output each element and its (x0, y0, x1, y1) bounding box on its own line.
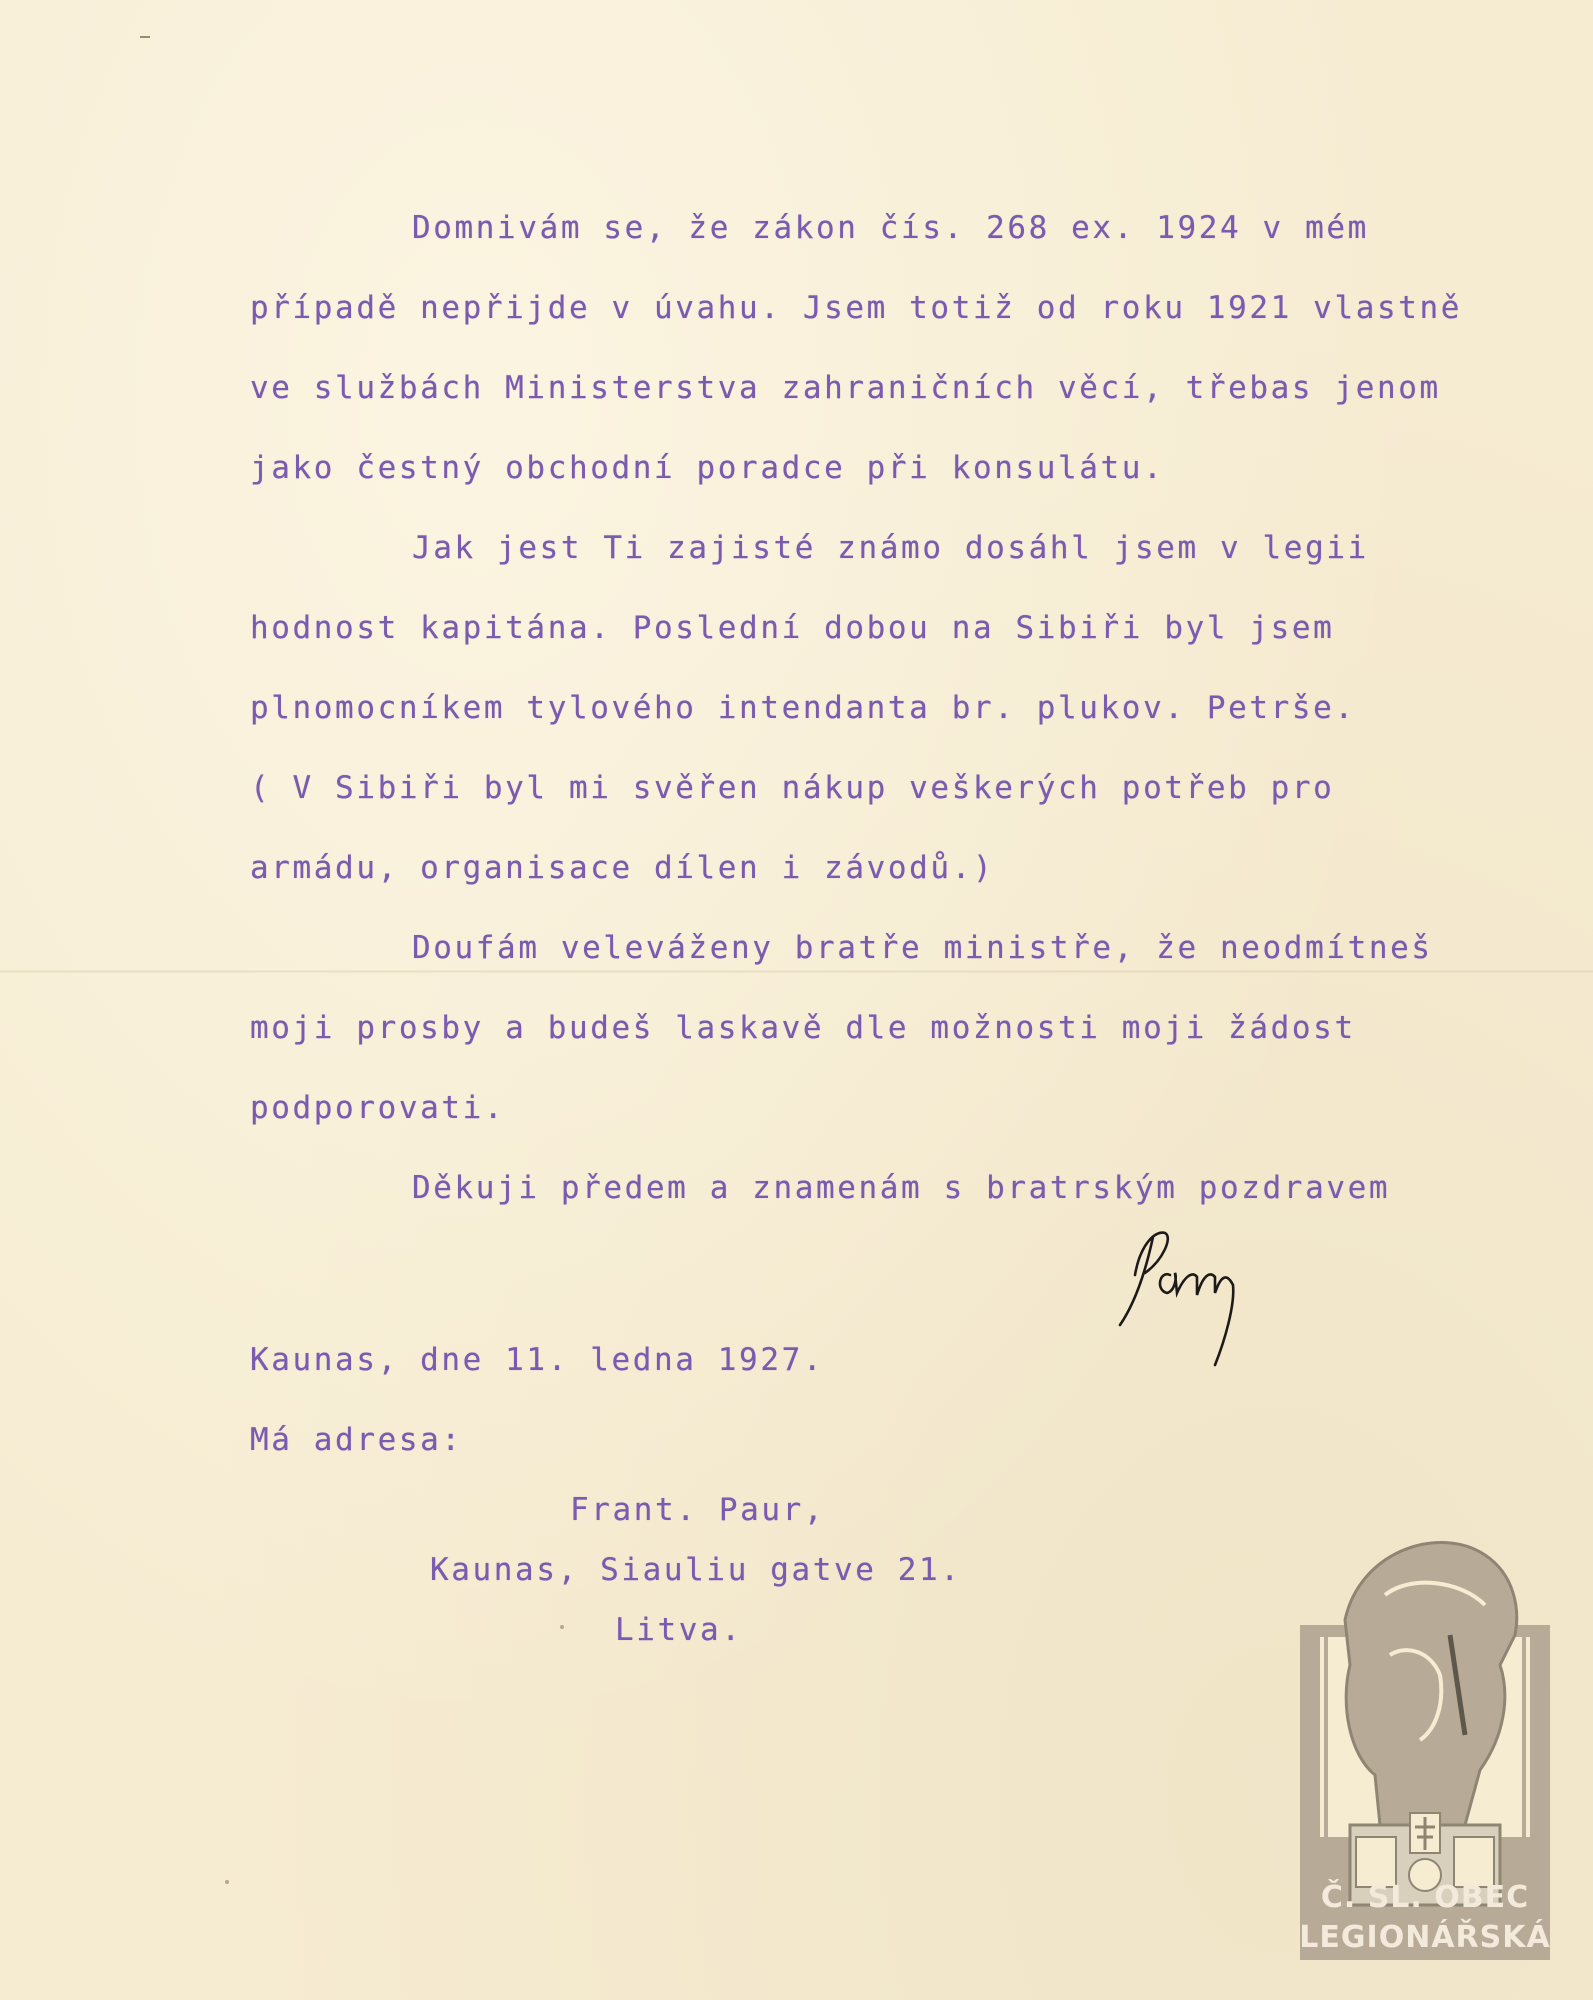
letter-line: hodnost kapitána. Poslední dobou na Sibiři byl jsem (250, 610, 1335, 646)
letter-line: ve službách Ministerstva zahraničních věcí, třebas jenom (250, 370, 1441, 406)
letter-line: plnomocníkem tylového intendanta br. plukov. Petrše. (250, 690, 1356, 726)
emblem-text-line1: Č. SL. OBEC (1320, 1880, 1530, 1915)
letter-line: Doufám veleváženy bratře ministře, že neodmítneš (412, 930, 1433, 966)
letter-line: Děkuji předem a znamenám s bratrským pozdravem (412, 1170, 1391, 1206)
letter-line: moji prosby a budeš laskavě dle možnosti moji žádost (250, 1010, 1356, 1046)
margin-mark (140, 36, 150, 38)
address-country: Litva. (615, 1612, 743, 1648)
address-street: Kaunas, Siauliu gatve 21. (430, 1552, 962, 1588)
letter-body (250, 188, 1570, 1228)
place-date: Kaunas, dne 11. ledna 1927. (250, 1342, 825, 1378)
letter-line: Jak jest Ti zajisté známo dosáhl jsem v legii (412, 530, 1369, 566)
letter-line: armádu, organisace dílen i závodů.) (250, 850, 995, 886)
letter-line: ( V Sibiři byl mi svěřen nákup veškerých potřeb pro (250, 770, 1335, 806)
address-name: Frant. Paur, (570, 1492, 826, 1528)
letter-closing (250, 1320, 1150, 1660)
address-label: Má adresa: (250, 1422, 463, 1458)
letter-line: jako čestný obchodní poradce při konsulátu. (250, 450, 1165, 486)
letter-line: Domnivám se, že zákon čís. 268 ex. 1924 v mém (412, 210, 1369, 246)
letter-line: podporovati. (250, 1090, 506, 1126)
paper-speck (225, 1880, 229, 1884)
letter-line: případě nepřijde v úvahu. Jsem totiž od roku 1921 vlastně (250, 290, 1463, 326)
emblem-text-line2: LEGIONÁŘSKÁ (1299, 1920, 1551, 1955)
